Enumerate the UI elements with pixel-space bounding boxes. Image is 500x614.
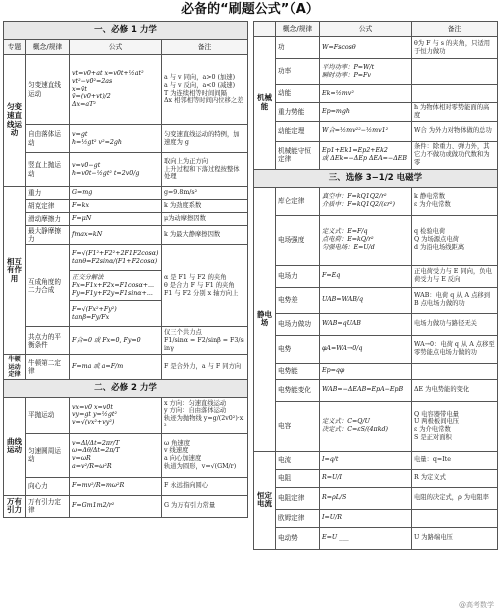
formula: W=Fscosθ	[320, 37, 412, 59]
topic-electrostatics: 静电场	[254, 187, 276, 451]
note: 电量：q=Ite	[412, 451, 498, 469]
header-concept: 概念/规律	[276, 22, 320, 37]
header-concept: 概念/规律	[26, 40, 70, 55]
note: θ为 F 与 s 的夹角，只适用于恒力做功	[412, 37, 498, 59]
topic-kinematics: 匀变速直线运动	[4, 55, 26, 187]
note: h 为物体相对零势能面的高度	[412, 103, 498, 122]
concept: 竖直上抛运动	[26, 153, 70, 187]
topic-newton: 牛顿运动定律	[4, 355, 26, 379]
note: 正电荷受力与 E 同向，负电荷受力与 E 反向	[412, 265, 498, 287]
watermark: @高考数学	[459, 601, 494, 609]
header-formula: 公式	[320, 22, 412, 37]
formula: v=Δl/Δt=2πr/T ω=Δθ/Δt=2π/T v=ωR a=v²/R=ω²R	[70, 433, 162, 477]
formula: Ep=qφ	[320, 363, 412, 379]
formula: Ep=mgh	[320, 103, 412, 122]
concept: 电场强度	[276, 215, 320, 265]
concept: 匀变速直线运动	[26, 55, 70, 125]
concept: 功	[276, 37, 320, 59]
formula: φA=WA→0/q	[320, 335, 412, 363]
note	[412, 59, 498, 85]
formula: F=Gm1m2/r²	[70, 495, 162, 517]
concept: 电场力做功	[276, 313, 320, 335]
concept: 自由落体运动	[26, 125, 70, 153]
formula: vx=v0 x=v0t vy=gt y=½gt² v=√(vx²+vy²)	[70, 397, 162, 433]
note: x 方向：匀速直线运动 y 方向：自由落体运动 轨迹为抛物线 y=g/(2v0²)·x²	[162, 397, 248, 433]
concept: 电动势	[276, 527, 320, 549]
note: g=9.8m/s²	[162, 187, 248, 200]
note: 仅三个共力点 F1/sinα = F2/sinβ = F3/sinγ	[162, 327, 248, 355]
note: 匀变速直线运动的特例，加速度为 g	[162, 125, 248, 153]
header-topic: 专题	[4, 40, 26, 55]
note: 电阻的决定式，ρ 为电阻率	[412, 487, 498, 509]
header-formula: 公式	[70, 40, 162, 55]
formula: I=U/R	[320, 509, 412, 527]
concept: 电流	[276, 451, 320, 469]
formula: 平均功率：P=W/t 瞬时功率：P=Fv	[320, 59, 412, 85]
header-topic-blank	[254, 22, 276, 37]
concept: 向心力	[26, 477, 70, 495]
concept: 电势能	[276, 363, 320, 379]
note: U 为路端电压	[412, 527, 498, 549]
formula: R=U/I	[320, 469, 412, 487]
note: μ为动摩擦因数	[162, 213, 248, 226]
left-table	[3, 21, 248, 518]
note: k 为最大静摩擦因数	[162, 226, 248, 245]
topic-curve: 曲线运动	[4, 397, 26, 495]
header-note: 备注	[412, 22, 498, 37]
formula: fmax=kN	[70, 226, 162, 245]
formula: 定义式：C=Q/U 决定式：C=εS/(4πkd)	[320, 401, 412, 451]
note: 条件：除重力、弹力外，其它力不做功或做功代数和为零	[412, 141, 498, 169]
note: WA→0：电荷 q 从 A 点移至零势能点电场力做的功	[412, 335, 498, 363]
formula: F合=0 或 Fx=0, Fy=0	[70, 327, 162, 355]
section-title-electromagnetism: 三、选修 3−1/2 电磁学	[254, 169, 498, 187]
concept: 电阻	[276, 469, 320, 487]
formula: Ep1+Ek1=Ep2+Ek2 或 ΔEk=−ΔEp ΔEA=−ΔEB	[320, 141, 412, 169]
concept: 动能	[276, 85, 320, 103]
concept: 最大静摩擦力	[26, 226, 70, 245]
header-note: 备注	[162, 40, 248, 55]
formula: v=v0−gt h=v0t−½gt² t=2v0/g	[70, 153, 162, 187]
concept: 平抛运动	[26, 397, 70, 433]
note: G 为万有引力常量	[162, 495, 248, 517]
formula: F=√(F1²+F2²+2F1F2cosα) tanθ=F2sinα/(F1+F2cosα)	[70, 245, 162, 271]
concept: 库仑定律	[276, 187, 320, 215]
section-title-mechanics-2: 二、必修 2 力学	[4, 379, 248, 397]
concept: 牛顿第二定律	[26, 355, 70, 379]
note	[412, 509, 498, 527]
note	[412, 85, 498, 103]
formula: F=√(Fx²+Fy²) tanβ=Fy/Fx	[70, 301, 162, 327]
section-title-mechanics-1: 一、必修 1 力学	[4, 22, 248, 40]
page-title: 必备的“刷题公式”（A）	[181, 2, 319, 17]
topic-gravitation: 万有引力	[4, 495, 26, 517]
concept: 欧姆定律	[276, 509, 320, 527]
concept: 滑动摩擦力	[26, 213, 70, 226]
concept: 电阻定律	[276, 487, 320, 509]
topic-direct-current: 恒定电流	[254, 451, 276, 549]
note: ω 角速度 v 线速度 a 向心加速度 轨道为圆形，v=√(GM/r)	[162, 433, 248, 477]
concept: 功率	[276, 59, 320, 85]
formula: WAB=−ΔEAB=EpA−EpB	[320, 379, 412, 401]
formula: F=Eq	[320, 265, 412, 287]
concept: 电容	[276, 401, 320, 451]
formula: 正交分解法 Fx=F1x+F2x=F1cosα+... Fy=F1y+F2y=F1sinα+...	[70, 271, 162, 301]
formula: W合=½mv²²−½mv1²	[320, 121, 412, 141]
note: R 为定义式	[412, 469, 498, 487]
formula: E=U ___	[320, 527, 412, 549]
concept: 电势差	[276, 287, 320, 313]
formula: UAB=WAB/q	[320, 287, 412, 313]
note: F 永远指向圆心	[162, 477, 248, 495]
formula: I=q/t	[320, 451, 412, 469]
concept: 重力势能	[276, 103, 320, 122]
formula: F=ma 或 a=F/m	[70, 355, 162, 379]
concept: 互成角度的二力合成	[26, 245, 70, 327]
concept: 动能定理	[276, 121, 320, 141]
note: a 与 v 同向，a>0 (加速) a 与 v 反向，a<0 (减速) T 为连续相等时间间隔 Δx 相邻相等时间内位移之差	[162, 55, 248, 125]
left-column	[3, 21, 247, 518]
topic-force: 相互有作用	[4, 187, 26, 355]
note: F 是合外力，a 与 F 同方向	[162, 355, 248, 379]
formula: F=mv²/R=mω²R	[70, 477, 162, 495]
note: q 检验电荷 Q 为场源点电荷 d 为沿电场线距离	[412, 215, 498, 265]
formula: Ek=½mv²	[320, 85, 412, 103]
note: Q 电容器带电量 U 两极板间电压 ε 为介电常数 S 是正对面积	[412, 401, 498, 451]
right-column	[253, 21, 497, 550]
concept: 重力	[26, 187, 70, 200]
formula: F=kx	[70, 200, 162, 213]
concept: 共点力的平衡条件	[26, 327, 70, 355]
right-table	[253, 21, 498, 550]
concept: 电场力	[276, 265, 320, 287]
topic-mechanical-energy: 机械能	[254, 37, 276, 170]
note: α 是 F1 与 F2 的夹角 θ 是合力 F 与 F1 的夹角 F1 与 F2 分别 x 轴方向上	[162, 245, 248, 327]
note: WAB：电荷 q 从 A 点移到 B 点电场力做的功	[412, 287, 498, 313]
note: k 静电常数 ε 为介电常数	[412, 187, 498, 215]
formula: 定义式：E=F/q 点电荷：E=kQ/r² 匀强电场：E=U/d	[320, 215, 412, 265]
formula: vt=v0+at x=v0t+½at² vt²−v0²=2as x=v̄t v̄=(v0+vt)/2 Δx=aT²	[70, 55, 162, 125]
formula: R=ρL/S	[320, 487, 412, 509]
concept: 机械能守恒定律	[276, 141, 320, 169]
concept: 胡克定律	[26, 200, 70, 213]
note: k 为劲度系数	[162, 200, 248, 213]
note: ΔE 为电势能的变化	[412, 379, 498, 401]
formula: WAB=qUAB	[320, 313, 412, 335]
note	[412, 363, 498, 379]
concept: 电势能变化	[276, 379, 320, 401]
concept: 电势	[276, 335, 320, 363]
formula: v=gt h=½gt² v²=2gh	[70, 125, 162, 153]
concept: 万有引力定律	[26, 495, 70, 517]
formula: F=μN	[70, 213, 162, 226]
concept: 匀速圆周运动	[26, 433, 70, 477]
note: 取向上为正方向 上升过程和下落过程按整体处理	[162, 153, 248, 187]
note: W合 为外力对物体做的总功	[412, 121, 498, 141]
formula: G=mg	[70, 187, 162, 200]
formula: 真空中：F=kQ1Q2/r² 介质中：F=kQ1Q2/(εr²)	[320, 187, 412, 215]
note: 电场力做功与路径无关	[412, 313, 498, 335]
